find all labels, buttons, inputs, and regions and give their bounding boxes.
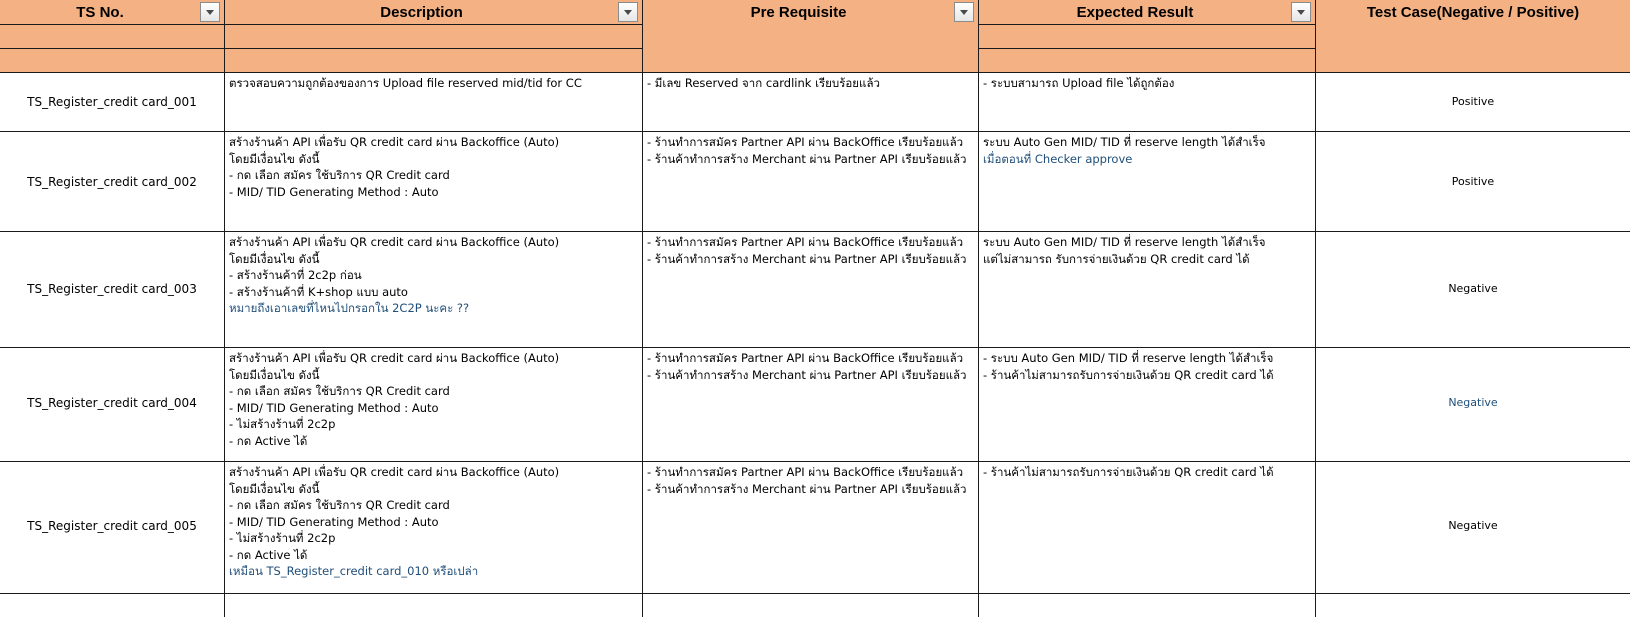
description-line: - ไม่สร้างร้านที่ 2c2p xyxy=(229,417,336,431)
description-line: - MID/ TID Generating Method : Auto xyxy=(229,400,439,415)
table-row-description[interactable] xyxy=(225,348,643,462)
table-row-ts-no[interactable] xyxy=(0,232,225,348)
expected-result-line: ระบบ Auto Gen MID/ TID ที่ reserve length ได้สำเร็จ xyxy=(983,235,1266,249)
description-line: - กด Active ได้ xyxy=(229,547,308,562)
test-case-value: Negative xyxy=(1448,282,1498,295)
header-spacer xyxy=(0,49,225,73)
description-line: สร้างร้านค้า API เพื่อรับ QR credit card ผ่าน Backoffice (Auto) xyxy=(229,235,560,249)
header-expected-result-label: Expected Result xyxy=(1076,4,1194,21)
test-case-value: Negative xyxy=(1448,396,1498,409)
header-ts-no[interactable] xyxy=(0,0,225,25)
pre-requisite-line: - ร้านค้าทำการสร้าง Merchant ผ่าน Partner API เรียบร้อยแล้ว xyxy=(647,151,967,166)
pre-requisite-line: - มีเลข Reserved จาก cardlink เรียบร้อยแล้ว xyxy=(647,76,880,90)
description-line: - MID/ TID Generating Method : Auto xyxy=(229,514,439,529)
filter-dropdown-icon[interactable] xyxy=(1291,2,1311,22)
header-spacer xyxy=(225,25,643,49)
table-row-pre-requisite[interactable] xyxy=(643,348,979,462)
header-pre-requisite[interactable] xyxy=(643,0,979,73)
table-row-expected-result[interactable] xyxy=(979,462,1316,594)
description-line: - กด เลือก สมัคร ใช้บริการ QR Credit card xyxy=(229,384,450,398)
table-row-partial xyxy=(225,594,643,617)
test-case-value: Negative xyxy=(1448,519,1498,532)
table-row-test-case[interactable] xyxy=(1316,232,1630,348)
description-line: - สร้างร้านค้าที่ K+shop แบบ auto xyxy=(229,284,408,299)
header-spacer xyxy=(979,25,1316,49)
pre-requisite-line: - ร้านทำการสมัคร Partner API ผ่าน BackOffice เรียบร้อยแล้ว xyxy=(647,235,964,249)
test-case-value: Positive xyxy=(1451,95,1495,108)
header-test-case-label: Test Case(Negative / Positive) xyxy=(1366,4,1580,21)
table-row-ts-no[interactable] xyxy=(0,462,225,594)
table-row-ts-no[interactable] xyxy=(0,348,225,462)
table-row-test-case[interactable] xyxy=(1316,73,1630,132)
expected-result-note: เมื่อตอนที่ Checker approve xyxy=(983,151,1133,166)
description-note: เหมือน TS_Register_credit card_010 หรือเปล่า xyxy=(229,564,479,578)
pre-requisite-line: - ร้านค้าทำการสร้าง Merchant ผ่าน Partner API เรียบร้อยแล้ว xyxy=(647,367,967,382)
table-row-description[interactable] xyxy=(225,232,643,348)
pre-requisite-line: - ร้านทำการสมัคร Partner API ผ่าน BackOffice เรียบร้อยแล้ว xyxy=(647,351,964,365)
header-spacer xyxy=(979,49,1316,73)
description-line: สร้างร้านค้า API เพื่อรับ QR credit card ผ่าน Backoffice (Auto) xyxy=(229,351,560,365)
table-row-ts-no[interactable] xyxy=(0,132,225,232)
description-line: โดยมีเงื่อนไข ดังนี้ xyxy=(229,481,320,496)
description-line: โดยมีเงื่อนไข ดังนี้ xyxy=(229,251,320,266)
table-row-partial xyxy=(979,594,1316,617)
table-row-description[interactable] xyxy=(225,73,643,132)
description-line: - สร้างร้านค้าที่ 2c2p ก่อน xyxy=(229,268,362,282)
table-row-test-case[interactable] xyxy=(1316,348,1630,462)
expected-result-line: แต่ไม่สามารถ รับการจ่ายเงินด้วย QR credit card ได้ xyxy=(983,251,1250,266)
header-pre-requisite-label: Pre Requisite xyxy=(750,4,847,21)
test-case-value: Positive xyxy=(1451,175,1495,188)
description-note: หมายถึงเอาเลขที่ไหนไปกรอกใน 2C2P นะคะ ?? xyxy=(229,301,470,315)
table-row-expected-result[interactable] xyxy=(979,348,1316,462)
header-description-label: Description xyxy=(380,4,463,21)
expected-result-line: ระบบ Auto Gen MID/ TID ที่ reserve length ได้สำเร็จ xyxy=(983,135,1266,149)
table-row-pre-requisite[interactable] xyxy=(643,232,979,348)
header-spacer xyxy=(0,25,225,49)
table-row-description[interactable] xyxy=(225,132,643,232)
header-expected-result[interactable] xyxy=(979,0,1316,25)
pre-requisite-line: - ร้านค้าทำการสร้าง Merchant ผ่าน Partner API เรียบร้อยแล้ว xyxy=(647,251,967,266)
expected-result-line: - ระบบ Auto Gen MID/ TID ที่ reserve length ได้สำเร็จ xyxy=(983,351,1274,365)
description-line: โดยมีเงื่อนไข ดังนี้ xyxy=(229,367,320,382)
ts-no-value: TS_Register_credit card_005 xyxy=(27,519,197,533)
description-line: สร้างร้านค้า API เพื่อรับ QR credit card ผ่าน Backoffice (Auto) xyxy=(229,465,560,479)
description-line: ตรวจสอบความถูกต้องของการ Upload file reserved mid/tid for CC xyxy=(229,76,582,90)
ts-no-value: TS_Register_credit card_004 xyxy=(27,396,197,410)
filter-dropdown-icon[interactable] xyxy=(618,2,638,22)
pre-requisite-line: - ร้านทำการสมัคร Partner API ผ่าน BackOffice เรียบร้อยแล้ว xyxy=(647,135,964,149)
table-row-expected-result[interactable] xyxy=(979,232,1316,348)
header-description[interactable] xyxy=(225,0,643,25)
description-line: - MID/ TID Generating Method : Auto xyxy=(229,184,439,199)
table-row-pre-requisite[interactable] xyxy=(643,132,979,232)
header-spacer xyxy=(225,49,643,73)
ts-no-value: TS_Register_credit card_001 xyxy=(27,95,197,109)
description-line: - กด เลือก สมัคร ใช้บริการ QR Credit card xyxy=(229,168,450,182)
table-row-partial xyxy=(1316,594,1630,617)
pre-requisite-line: - ร้านค้าทำการสร้าง Merchant ผ่าน Partner API เรียบร้อยแล้ว xyxy=(647,481,967,496)
table-row-test-case[interactable] xyxy=(1316,132,1630,232)
filter-dropdown-icon[interactable] xyxy=(954,2,974,22)
table-row-expected-result[interactable] xyxy=(979,73,1316,132)
table-row-description[interactable] xyxy=(225,462,643,594)
description-line: - กด เลือก สมัคร ใช้บริการ QR Credit card xyxy=(229,498,450,512)
description-line: - กด Active ได้ xyxy=(229,433,308,448)
expected-result-line: - ร้านค้าไม่สามารถรับการจ่ายเงินด้วย QR credit card ได้ xyxy=(983,465,1274,479)
table-row-partial xyxy=(0,594,225,617)
table-row-partial xyxy=(643,594,979,617)
expected-result-line: - ร้านค้าไม่สามารถรับการจ่ายเงินด้วย QR credit card ได้ xyxy=(983,367,1274,382)
expected-result-line: - ระบบสามารถ Upload file ได้ถูกต้อง xyxy=(983,76,1175,90)
header-ts-no-label: TS No. xyxy=(76,4,124,21)
ts-no-value: TS_Register_credit card_002 xyxy=(27,175,197,189)
ts-no-value: TS_Register_credit card_003 xyxy=(27,282,197,296)
pre-requisite-line: - ร้านทำการสมัคร Partner API ผ่าน BackOffice เรียบร้อยแล้ว xyxy=(647,465,964,479)
description-line: สร้างร้านค้า API เพื่อรับ QR credit card ผ่าน Backoffice (Auto) xyxy=(229,135,560,149)
table-row-expected-result[interactable] xyxy=(979,132,1316,232)
table-row-ts-no[interactable] xyxy=(0,73,225,132)
table-row-pre-requisite[interactable] xyxy=(643,462,979,594)
table-row-pre-requisite[interactable] xyxy=(643,73,979,132)
table-row-test-case[interactable] xyxy=(1316,462,1630,594)
description-line: โดยมีเงื่อนไข ดังนี้ xyxy=(229,151,320,166)
filter-dropdown-icon[interactable] xyxy=(200,2,220,22)
header-test-case[interactable] xyxy=(1316,0,1630,73)
description-line: - ไม่สร้างร้านที่ 2c2p xyxy=(229,531,336,545)
